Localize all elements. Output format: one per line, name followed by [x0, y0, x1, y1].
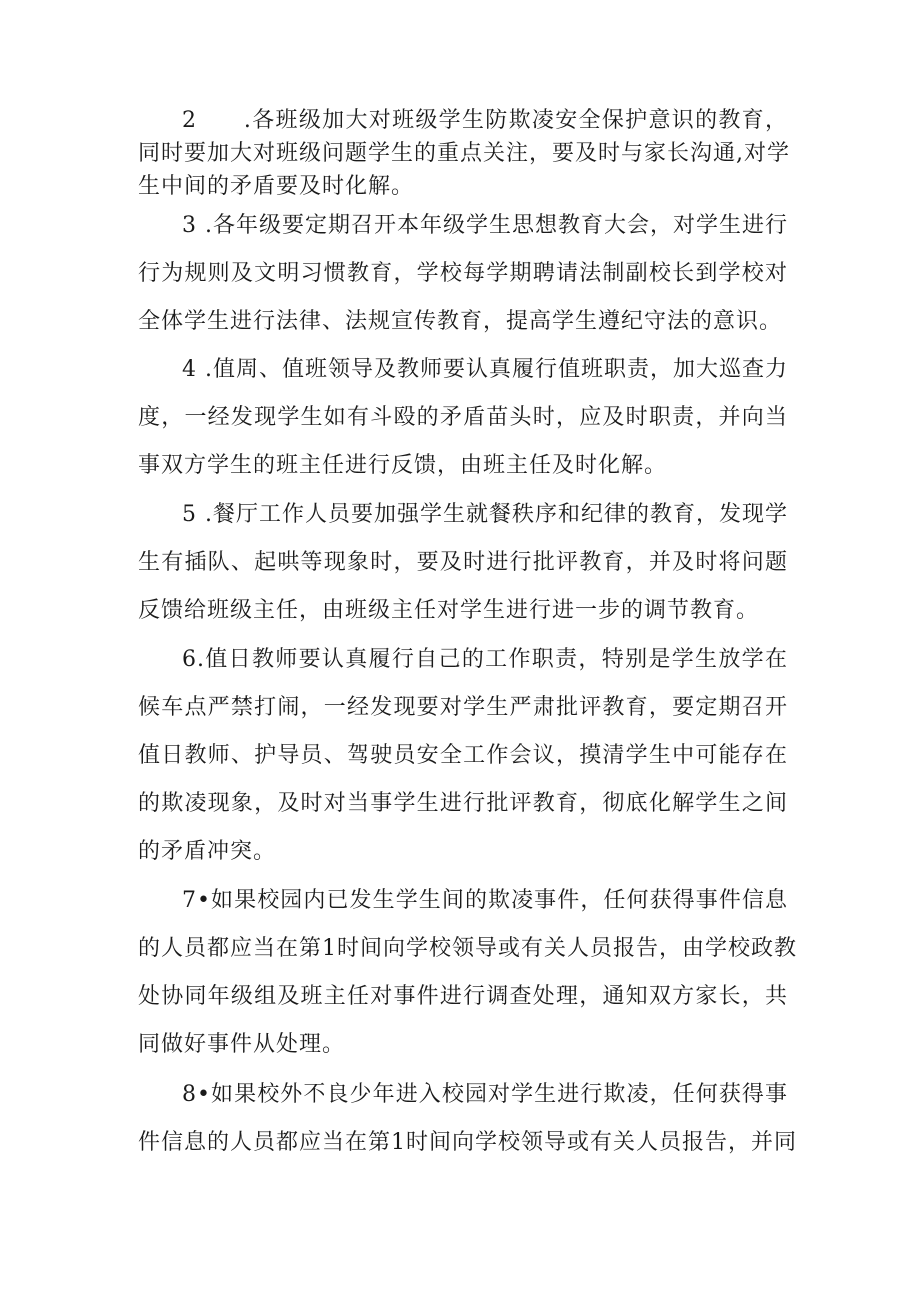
paragraph-line: 生有插队、起哄等现象时，要及时进行批评教育，并及时将问题 — [138, 550, 788, 575]
paragraph-line: 8•如果校外不良少年进入校园对学生进行欺凌，任何获得事 — [182, 1082, 788, 1107]
paragraph-line: 6.值日教师要认真履行自己的工作职责，特别是学生放学在 — [182, 647, 788, 672]
paragraph-line: 反馈给班级主任，由班级主任对学生进行进一步的调节教育。 — [138, 598, 760, 623]
paragraph-item-3 — [138, 202, 788, 346]
paragraph-line: 生中间的矛盾要及时化解。 — [138, 174, 415, 199]
paragraph-line: 全体学生进行法律、法规宣传教育，提高学生遵纪守法的意识。 — [138, 309, 783, 334]
paragraph-line: 的矛盾冲突。 — [138, 839, 277, 864]
paragraph-line: 的欺凌现象，及时对当事学生进行批评教育，彻底化解学生之间 — [138, 791, 788, 816]
paragraph-line: 值日教师、护导员、驾驶员安全工作会议，摸清学生中可能存在 — [138, 743, 788, 768]
paragraph-line: 同做好事件从处理。 — [138, 1032, 346, 1057]
paragraph-item-2 — [138, 104, 788, 203]
paragraph-item-8 — [138, 1071, 797, 1167]
paragraph-line: 同时要加大对班级问题学生的重点关注，要及时与家长沟通,对学 — [138, 141, 790, 166]
paragraph-line: 候车点严禁打闹，一经发现要对学生严肃批评教育，要定期召开 — [138, 695, 788, 720]
paragraph-line: 7•如果校园内已发生学生间的欺凌事件，任何获得事件信息 — [182, 888, 788, 913]
paragraph-line: 3 .各年级要定期召开本年级学生思想教育大会，对学生进行 — [182, 213, 788, 238]
paragraph-line: 处协同年级组及班主任对事件进行调查处理，通知双方家长，共 — [138, 984, 788, 1009]
paragraph-line: 事双方学生的班主任进行反馈，由班主任及时化解。 — [138, 453, 668, 478]
paragraph-item-6 — [138, 636, 788, 876]
paragraph-line: 的人员都应当在第1时间向学校领导或有关人员报告，由学校政教 — [138, 936, 797, 961]
paragraph-item-4 — [138, 346, 788, 490]
paragraph-line: 5 .餐厅工作人员要加强学生就餐秩序和纪律的教育，发现学 — [182, 502, 788, 527]
paragraph-line: 2 .各班级加大对班级学生防欺凌安全保护意识的教育， — [182, 108, 788, 133]
paragraph-line: 度，一经发现学生如有斗殴的矛盾苗头时，应及时职责，并向当 — [138, 405, 788, 430]
paragraph-line: 行为规则及文明习惯教育，学校每学期聘请法制副校长到学校对 — [138, 261, 788, 286]
paragraph-item-5 — [138, 491, 788, 635]
paragraph-line: 件信息的人员都应当在第1时间向学校领导或有关人员报告，并同 — [138, 1130, 797, 1155]
paragraph-line: 4 .值周、值班领导及教师要认真履行值班职责，加大巡查力 — [182, 357, 788, 382]
paragraph-item-7 — [138, 877, 797, 1069]
